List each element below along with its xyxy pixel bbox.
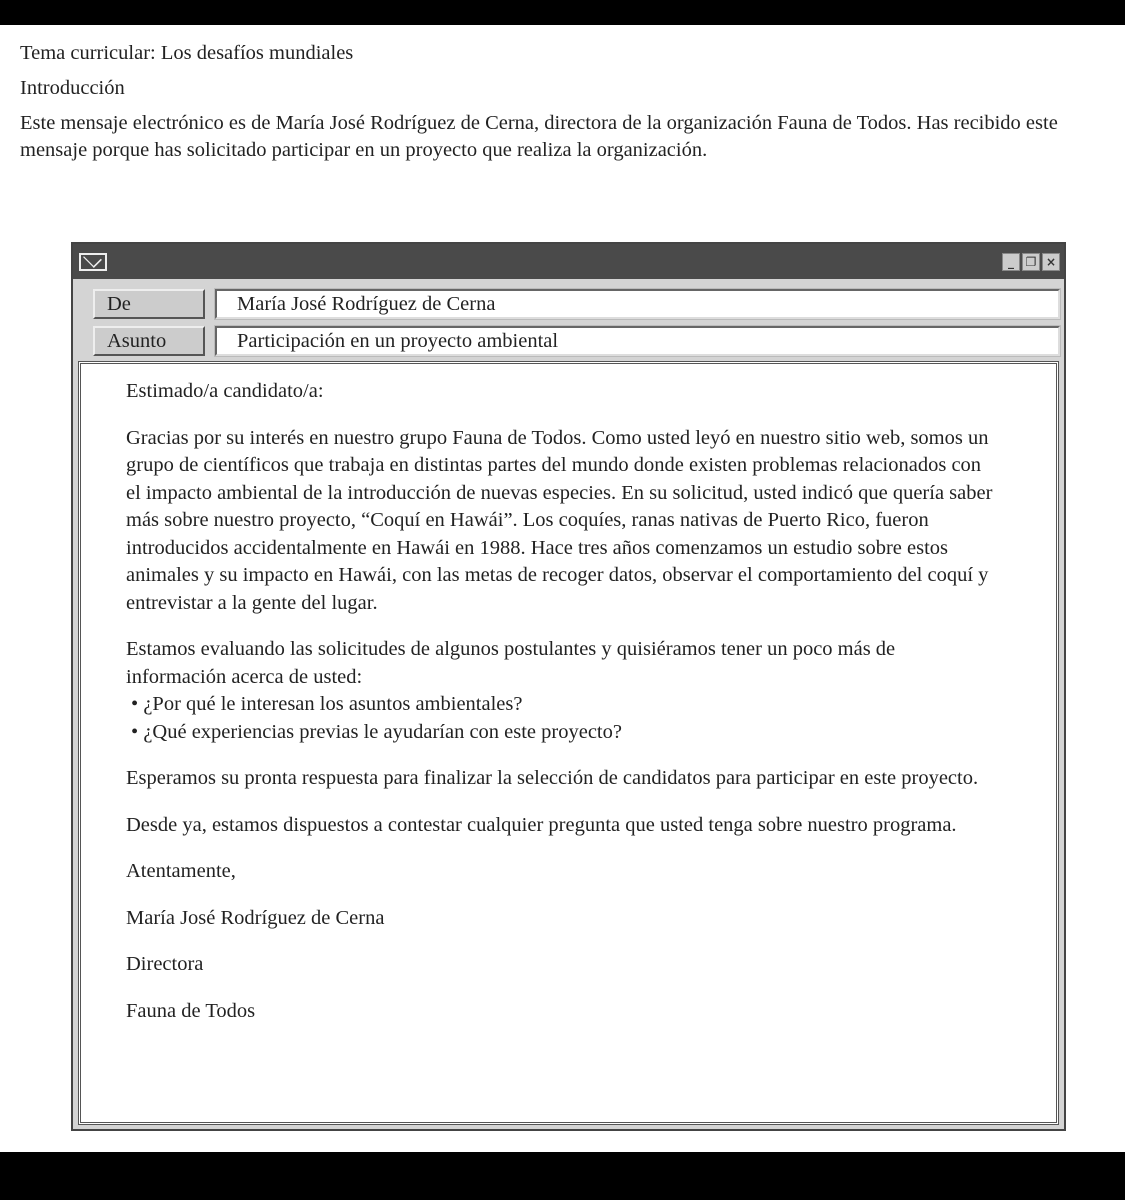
from-row <box>93 289 1060 319</box>
top-black-bar <box>0 0 1125 25</box>
paragraph-2: Estamos evaluando las solicitudes de algunos postulantes y quisiéramos tener un poco más de información acerca de usted: <box>126 638 896 688</box>
from-field[interactable]: María José Rodríguez de Cerna <box>215 289 1060 319</box>
close-button[interactable]: × <box>1042 253 1060 271</box>
title-bar <box>73 244 1064 279</box>
paragraph-3: Esperamos su pronta respuesta para finalizar la selección de candidatos para participar en este proyecto. <box>126 767 979 789</box>
subject-field[interactable]: Participación en un proyecto ambiental <box>215 326 1060 356</box>
closing: Atentamente, <box>126 860 236 882</box>
restore-button[interactable]: ❐ <box>1022 253 1040 271</box>
subject-row <box>93 326 1060 356</box>
curricular-theme: Tema curricular: Los desafíos mundiales <box>20 42 354 64</box>
envelope-icon <box>79 253 107 271</box>
signer-name: María José Rodríguez de Cerna <box>126 906 385 929</box>
signer-org: Fauna de Todos <box>126 999 256 1022</box>
question-list <box>126 691 996 746</box>
greeting: Estimado/a candidato/a: <box>126 380 324 402</box>
question-item: • ¿Qué experiencias previas le ayudarían con este proyecto? <box>126 719 996 747</box>
email-body <box>78 361 1059 1125</box>
email-window <box>71 242 1066 1131</box>
from-label: De <box>93 289 205 319</box>
question-item: • ¿Por qué le interesan los asuntos ambientales? <box>126 691 996 719</box>
signer-title: Directora <box>126 953 204 975</box>
paragraph-4: Desde ya, estamos dispuestos a contestar cualquier pregunta que usted tenga sobre nuestro programa. <box>126 813 957 836</box>
minimize-button[interactable]: _ <box>1002 253 1020 271</box>
intro-text: Este mensaje electrónico es de María José Rodríguez de Cerna, directora de la organización Fauna de Todos. Has recibido este mensaje porque has solicitado participar en un proyecto que realiza la organización. <box>20 112 1058 161</box>
intro-heading: Introducción <box>20 77 125 99</box>
paragraph-1: Gracias por su interés en nuestro grupo Fauna de Todos. Como usted leyó en nuestro sitio web, somos un grupo de científicos que trabaja en distintas partes del mundo donde existen problemas relacionados con el impacto ambiental de la introducción de nuevas especies. En su solicitud, usted indicó que quería saber más sobre nuestro proyecto, “Coquí en Hawái”. Los coquíes, ranas nativas de Puerto Rico, fueron introducidos accidentalmente en Hawái en 1988. Hace tres años comenzamos un estudio sobre estos animales y su impacto en Hawái, con las metas de recoger datos, observar el comportamiento del coquí y entrevistar a la gente del lugar. <box>126 426 993 614</box>
bottom-black-bar <box>0 1152 1125 1200</box>
intro-section <box>20 40 1110 172</box>
subject-label: Asunto <box>93 326 205 356</box>
